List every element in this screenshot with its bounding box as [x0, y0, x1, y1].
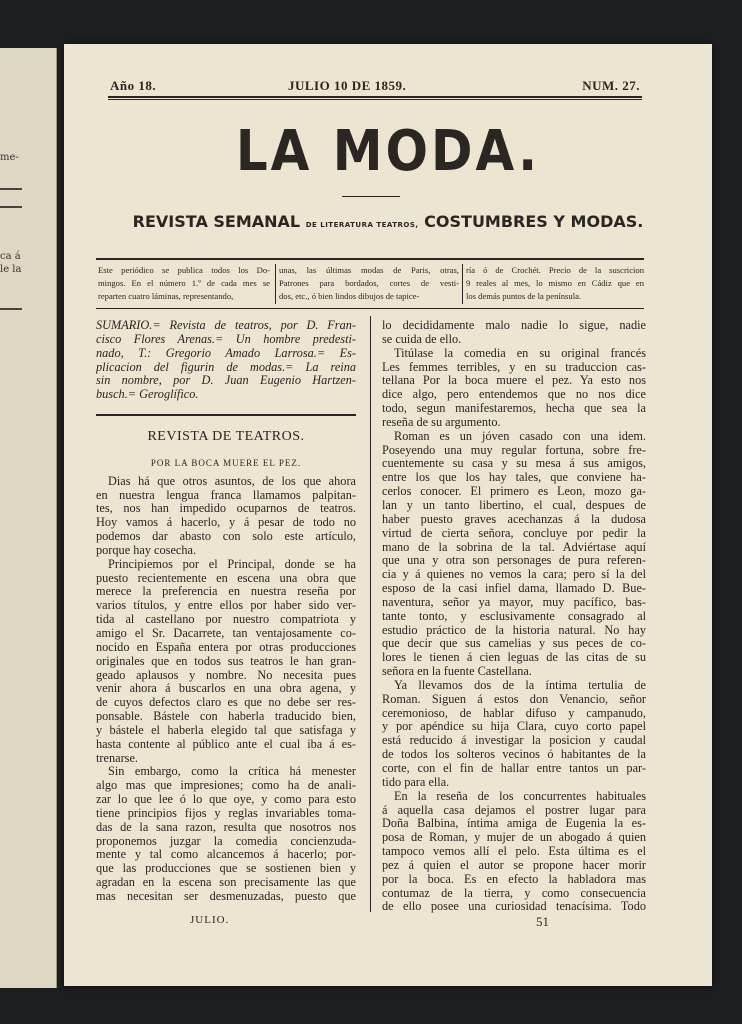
- prev-page-rule: [0, 206, 22, 208]
- article-line: Titúlase la comedia en su original francés: [394, 346, 646, 360]
- article-line: Sin embargo, como la crítica há menester: [108, 765, 356, 779]
- article-line: está reducido á investigar la posicion y caudal: [382, 734, 646, 748]
- article-line: agradan en la escena son precisamente las que: [96, 876, 356, 890]
- notice-line: Patrones para bordados, cortes de vesti-: [279, 278, 459, 289]
- left-column: [96, 319, 356, 402]
- summary-rule: [96, 414, 356, 416]
- article-line: esposo de la casi infiel dama, llamado D. Bue-: [382, 582, 646, 596]
- article-line: nocido en España entera por otras producciones: [96, 640, 356, 654]
- article-line: tampoco vemos allí el pelo. Esta última es el: [382, 845, 646, 859]
- article-line: cerlos conocer. El primero es Leon, mozo ga-: [382, 485, 646, 499]
- article-line: virtud de cierta señora, concluye por pedir la: [382, 526, 646, 540]
- article-line: porque hay cosecha.: [96, 543, 197, 557]
- article-line: naventura, señor ya mayor, muy pacífico, bas-: [382, 595, 646, 609]
- header-rule: [108, 99, 642, 100]
- article-line: Hoy vamos á hacerlo, y á pesar de todo no: [96, 516, 356, 530]
- article-line: que una y otra son personages de pura referen-: [382, 554, 646, 568]
- notice-column: [466, 264, 644, 304]
- article-line: tiene principios fijos y reglas invariables toma-: [96, 806, 356, 820]
- article-line: posa de Roman, y mujer de un abogado á quien: [382, 831, 646, 845]
- article-line: lo decididamente malo nadie lo sigue, nadie: [382, 319, 646, 332]
- column-divider: [370, 316, 371, 912]
- subtitle-part: DE LITERATURA TEATROS,: [305, 221, 419, 229]
- article-line: cia y á quienes no vemos la cara; pero sí la del: [382, 568, 646, 582]
- article-title: POR LA BOCA MUERE EL PEZ.: [150, 457, 302, 468]
- article-line: Ya llevamos dos de la íntima tertulia de: [394, 678, 646, 692]
- notice-column: [98, 264, 270, 304]
- article-line: señora en la fuente Castellana.: [382, 665, 532, 679]
- summary-line: sin nombre, por D. Juan Eugenio Hartzen-: [96, 374, 356, 388]
- article-line: ceremonioso, de hablar difuso y campanudo,: [382, 706, 646, 720]
- article-line: En la reseña de los concurrentes habituales: [394, 789, 646, 803]
- article-line: Roman. Siguen á estos don Venancio, señor: [382, 692, 646, 706]
- article-line: Poseyendo una muy regular fortuna, sobre fre-: [382, 443, 646, 457]
- article-line: cuentemente su casa y su mesa á sus amigos,: [382, 457, 646, 471]
- article-line: zar lo que lee ó lo que oye, y como para esto: [96, 793, 356, 807]
- article-line: y bástele el haberla elegido tal que satisfaga y: [96, 723, 356, 737]
- article-line: de todos los solteros vecinos ó habitantes de la: [382, 748, 646, 762]
- article-line: lores le tienen á cien leguas de las citas de su: [382, 651, 646, 665]
- notice-line: unas, las últimas modas de Paris, otras,: [279, 265, 459, 275]
- notice-line: dos, etc., ó bien lindos dibujos de tapice-: [279, 291, 420, 302]
- article-column-right: [382, 319, 646, 914]
- article-line: reseña de su argumento.: [382, 415, 501, 429]
- article-line: mas necesitan ser desmenuzadas, puesto que: [96, 890, 356, 903]
- article-line: tido para ella.: [382, 775, 450, 789]
- article-line: trenarse.: [96, 751, 138, 765]
- article-line: varios títulos, y entre ellos por haber sido ver-: [96, 599, 356, 613]
- article-line: hasta contente al público ante el cual iba á es-: [96, 737, 356, 751]
- article-line: Dias há que otros asuntos, de los que ahora: [108, 474, 356, 488]
- article-line: algo mas que impresiones; como ha de anali-: [96, 779, 356, 793]
- article-line: ponsable. Bástele con haberla traducido bien,: [96, 710, 356, 724]
- prev-page-fragment: le la: [0, 264, 22, 275]
- article-line: lan y un tanto libertino, el cual, despues de: [382, 498, 646, 512]
- masthead-title: LA MODA.: [235, 118, 541, 184]
- notice-rule-bottom: [96, 308, 644, 309]
- article-line: geado aplausos y nombre. No necesita pues: [96, 668, 356, 682]
- article-line: se cuida de ello.: [382, 332, 462, 346]
- issue-number: NUM. 27.: [582, 78, 640, 93]
- article-line: haber puesto graves acechanzas á la dudosa: [382, 512, 646, 526]
- notice-line: ría ó de Crochét. Precio de la suscricion: [466, 265, 644, 275]
- article-line: tante tonto, y esclusivamente consagrado al: [382, 609, 646, 623]
- page-number: 51: [536, 914, 549, 929]
- notice-divider: [462, 264, 463, 304]
- summary: [96, 319, 356, 402]
- summary-line: busch.= Geroglífico.: [96, 388, 199, 402]
- prev-page-fragment: ca á: [0, 251, 21, 262]
- article-line: podemos dar abasto con solo este artículo,: [96, 530, 356, 544]
- article-line: das de la sana razon, resulta que nosotros nos: [96, 820, 356, 834]
- article-line: tes, nos han impedido ocuparnos de teatros.: [96, 502, 356, 516]
- notice-divider: [275, 264, 276, 304]
- article-line: entre los que los hay tales, que conviene ha-: [382, 471, 646, 485]
- issue-date: JULIO 10 DE 1859.: [288, 78, 407, 93]
- subtitle-part: COSTUMBRES Y MODAS.: [424, 212, 644, 231]
- article-line: que las producciones que se sostienen bien y: [96, 862, 356, 876]
- article-line: tellana Por la boca muere el pez. Ya esto nos: [382, 374, 646, 388]
- article-line: de ello posee una curiosidad tenacísima. Todo: [382, 900, 646, 914]
- article-line: originales que en todos sus teatros le han gran-: [96, 654, 356, 668]
- section-title: REVISTA DE TEATROS.: [147, 429, 305, 444]
- article-line: Doña Balbina, íntima amiga de Eugenia la es-: [382, 817, 646, 831]
- summary-line: cisco Flores Arenas.= Un hombre predesti-: [96, 332, 356, 346]
- article-line: amigo el Sr. Dacarrete, tan ventajosamente co-: [96, 626, 356, 640]
- article-line: Roman es un jóven casado con una idem.: [394, 429, 646, 443]
- masthead-subtitle: [64, 212, 712, 231]
- notice-rule-top: [96, 258, 644, 260]
- article-line: todo, segun manifestaremos, hecha que sea la: [382, 402, 646, 416]
- article-column-left: [96, 430, 356, 904]
- article-line: en nuestra lengua franca llamamos palpitan-: [96, 488, 356, 502]
- article-line: venir ahora á buscarlos en una obra agena, y: [96, 682, 356, 696]
- article-line: Les femmes terribles, y en su traduccion cas-: [382, 360, 646, 374]
- masthead-ornament-rule: [342, 196, 400, 197]
- summary-line: plicacion del figurin de modas.= La reina: [96, 360, 356, 374]
- footer-signature: JULIO.: [190, 914, 230, 926]
- article-line: por la boca. Es en efecto la habladora mas: [382, 872, 646, 886]
- article-line: puesto recientemente en escena una obra que: [96, 571, 356, 585]
- prev-page-rule: [0, 188, 22, 190]
- article-line: proponemos juzgar la comedia concienzuda-: [96, 834, 356, 848]
- notice-line: 9 reales al mes, lo mismo en Cádiz que en: [466, 278, 644, 289]
- article-line: á aquella casa dejamos el postrer lugar para: [382, 803, 646, 817]
- article-line: corte, con el fin de hallar entre tantos un par-: [382, 762, 646, 775]
- notice-line: Este periódico se publica todos los Do-: [98, 265, 270, 275]
- article-line: mente y tal como alcancemos á hacerlo; por-: [96, 848, 356, 862]
- prev-page-rule: [0, 308, 22, 310]
- issue-year: Año 18.: [110, 78, 157, 93]
- summary-line: SUMARIO.= Revista de teatros, por D. Fran-: [96, 319, 356, 332]
- summary-line: nado, T.: Gregorio Amado Larrosa.= Es-: [96, 346, 356, 360]
- notice-line: reparten cuatro láminas, representando,: [98, 291, 234, 302]
- prev-page-fragment: me-: [0, 152, 19, 163]
- article-line: Principiemos por el Principal, donde se ha: [108, 557, 356, 571]
- previous-page-edge: [0, 48, 57, 988]
- article-line: y por apéndice su hija Clara, cuyo corto papel: [382, 720, 646, 734]
- newspaper-page: [64, 44, 712, 986]
- article-line: merece la preferencia en nuestra reseña por: [96, 585, 356, 599]
- subtitle-part: REVISTA SEMANAL: [132, 212, 301, 231]
- article-line: que decir que sus camelias y sus peces de co-: [382, 637, 646, 651]
- article-line: estudio práctico de la historia natural. No hay: [382, 623, 646, 637]
- notice-column: [279, 264, 459, 304]
- notice-line: los demás puntos de la península.: [466, 291, 582, 302]
- article-line: contumaz de la tierra, y como consecuencia: [382, 886, 646, 900]
- notice-line: mingos. En el número 1.º de cada mes se: [98, 278, 270, 289]
- article-line: mano de la sobrina de la tal. Adviértase aquí: [382, 540, 646, 554]
- header-rule: [108, 96, 642, 98]
- article-line: tida al castellano por nuestro compatriota y: [96, 613, 356, 627]
- article-line: de cuyos defectos claro es que no debe ser res-: [96, 696, 356, 710]
- article-line: dice algo, pero entendemos que no nos dice: [382, 388, 646, 402]
- article-line: pez á quien el autor se propone hacer morir: [382, 858, 646, 872]
